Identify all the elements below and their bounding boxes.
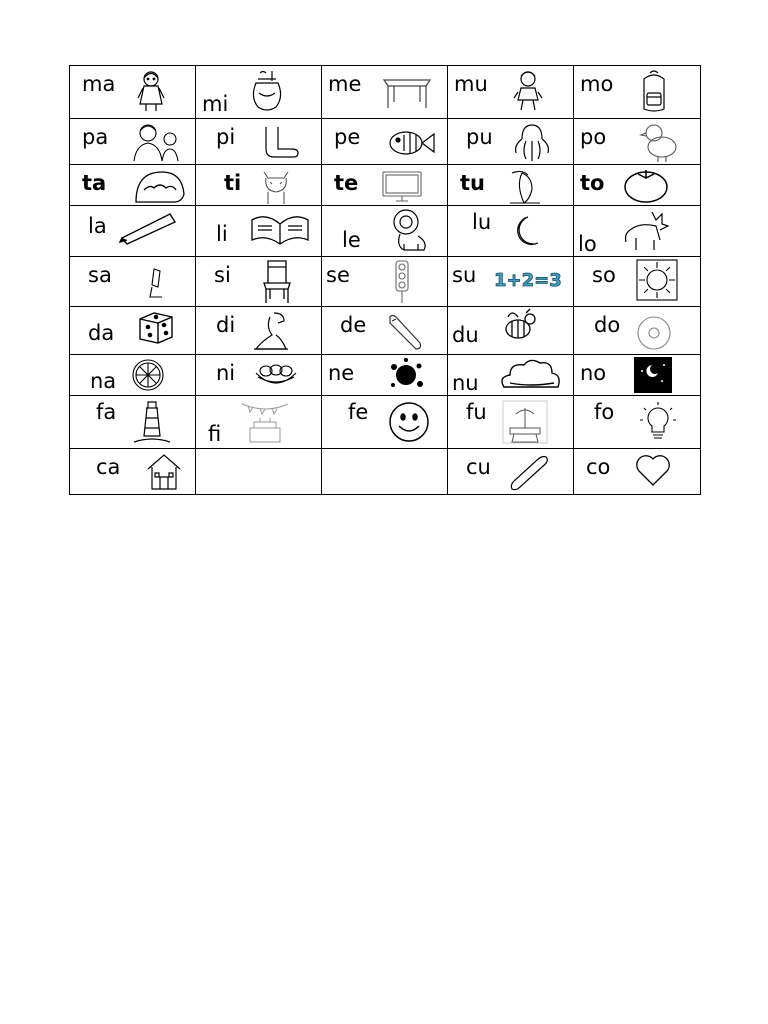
cell-ma: [70, 66, 196, 119]
syllable-label: co: [586, 455, 611, 479]
syllable-label: fa: [96, 400, 117, 424]
table-row: [70, 257, 701, 307]
cell-me: [322, 66, 448, 119]
syllable-label: mu: [454, 72, 488, 96]
cell-si: [196, 257, 322, 307]
cell-mu: [448, 66, 574, 119]
toucan-icon: [508, 167, 542, 205]
syllable-label: lo: [578, 232, 597, 256]
cell-ta: [70, 165, 196, 206]
syllable-label: di: [216, 313, 236, 337]
table-row: [70, 119, 701, 165]
syllable-label: pa: [82, 125, 109, 149]
cell-te: [322, 165, 448, 206]
smiley-face-icon: [388, 400, 430, 444]
syllable-label: nu: [452, 371, 479, 395]
orange-slice-icon: [130, 357, 166, 393]
honey-pot-icon: [248, 69, 286, 113]
syllable-label: ma: [82, 72, 116, 96]
syllable-label: tu: [460, 171, 485, 195]
lighthouse-icon: [132, 398, 172, 446]
sum-text: 1+2=3: [494, 270, 562, 291]
table-row: [70, 449, 701, 495]
syllable-label: fu: [466, 400, 487, 424]
syllable-label: ne: [328, 361, 355, 385]
dinosaur-icon: [250, 309, 292, 353]
heart-icon: [634, 453, 672, 487]
cell-empty: [322, 449, 448, 495]
syllable-label: sa: [88, 263, 112, 287]
cell-pi: [196, 119, 322, 165]
table-row: [70, 206, 701, 257]
pencil-icon: [118, 208, 178, 242]
syllable-label: mi: [202, 92, 229, 116]
syllable-label: cu: [466, 455, 491, 479]
table-row: [70, 355, 701, 396]
syllable-label: lu: [472, 210, 492, 234]
syllable-label: pu: [466, 125, 493, 149]
syllable-label: se: [326, 263, 350, 287]
syllable-label: no: [580, 361, 607, 385]
chair-icon: [260, 259, 294, 305]
cell-li: [196, 206, 322, 257]
cell-po: [574, 119, 701, 165]
cell-se: [322, 257, 448, 307]
cell-na: [70, 355, 196, 396]
cell-so: [574, 257, 701, 307]
tomato-icon: [622, 166, 670, 204]
syllable-label: su: [452, 263, 477, 287]
taco-icon: [132, 166, 186, 206]
cell-empty: [196, 449, 322, 495]
table-icon: [380, 72, 434, 110]
syllable-label: le: [342, 228, 361, 252]
syllable-label: ta: [82, 171, 107, 195]
table-row: [70, 165, 701, 206]
open-book-icon: [248, 210, 312, 244]
syllable-label: mo: [580, 72, 614, 96]
cell-ne: [322, 355, 448, 396]
syllable-label: fi: [208, 422, 222, 446]
cell-di: [196, 307, 322, 355]
finger-icon: [386, 311, 426, 351]
cell-lu: [448, 206, 574, 257]
cell-mi: [196, 66, 322, 119]
cell-de: [322, 307, 448, 355]
traffic-light-icon: [392, 259, 412, 305]
cell-mo: [574, 66, 701, 119]
cell-da: [70, 307, 196, 355]
rag-doll-icon: [512, 70, 544, 112]
bee-icon: [500, 307, 540, 347]
cell-la: [70, 206, 196, 257]
house-icon: [144, 451, 184, 493]
syllable-label: fo: [594, 400, 615, 424]
cell-le: [322, 206, 448, 257]
nest-icon: [252, 361, 300, 389]
octopus-icon: [512, 121, 552, 163]
cell-pu: [448, 119, 574, 165]
table-row: [70, 307, 701, 355]
night-sky-icon: [634, 357, 672, 393]
syllable-label: la: [88, 214, 107, 238]
backpack-icon: [638, 69, 670, 115]
table-row: [70, 396, 701, 449]
cell-pe: [322, 119, 448, 165]
tiger-icon: [258, 168, 294, 206]
chick-icon: [640, 121, 680, 163]
spoon-icon: [506, 453, 552, 493]
cell-su: [448, 257, 574, 307]
cell-do: [574, 307, 701, 355]
syllable-label: na: [90, 369, 117, 393]
syllable-label: do: [594, 313, 621, 337]
sun-icon: [636, 259, 678, 301]
syllable-label: ti: [224, 171, 242, 195]
dice-icon: [136, 309, 176, 345]
cell-tu: [448, 165, 574, 206]
cell-ca: [70, 449, 196, 495]
cell-no: [574, 355, 701, 396]
fountain-icon: [502, 400, 548, 444]
tv-icon: [380, 169, 424, 205]
syllable-label: to: [580, 171, 605, 195]
ink-splat-icon: [386, 357, 426, 393]
cell-fe: [322, 396, 448, 449]
syllable-label: pe: [334, 125, 361, 149]
father-child-icon: [132, 121, 182, 163]
foot-icon: [258, 123, 300, 163]
syllable-label: pi: [216, 125, 236, 149]
cell-fu: [448, 396, 574, 449]
syllable-label: te: [334, 171, 359, 195]
party-icon: [240, 398, 290, 446]
cell-sa: [70, 257, 196, 307]
syllable-label: si: [214, 263, 231, 287]
syllable-label: so: [592, 263, 616, 287]
syllable-label: de: [340, 313, 367, 337]
wolf-icon: [622, 208, 670, 252]
syllable-label: po: [580, 125, 607, 149]
cell-fo: [574, 396, 701, 449]
syllable-label: me: [328, 72, 362, 96]
syllable-label: du: [452, 323, 479, 347]
syllable-label: ca: [96, 455, 121, 479]
crescent-moon-icon: [510, 214, 542, 248]
cell-cu: [448, 449, 574, 495]
sum-icon: [492, 267, 562, 291]
cell-co: [574, 449, 701, 495]
salt-shaker-icon: [146, 265, 166, 301]
table-row: [70, 66, 701, 119]
syllable-table: [69, 65, 701, 495]
lion-icon: [388, 208, 432, 254]
donut-icon: [634, 313, 674, 351]
cell-fi: [196, 396, 322, 449]
fish-icon: [384, 123, 436, 163]
cell-to: [574, 165, 701, 206]
cell-pa: [70, 119, 196, 165]
cell-lo: [574, 206, 701, 257]
cell-nu: [448, 355, 574, 396]
girl-doll-icon: [136, 70, 166, 112]
cell-du: [448, 307, 574, 355]
light-bulb-icon: [638, 400, 678, 444]
cell-fa: [70, 396, 196, 449]
syllable-label: li: [216, 222, 228, 246]
cell-ti: [196, 165, 322, 206]
syllable-label: fe: [348, 400, 369, 424]
syllable-label: da: [88, 321, 115, 345]
syllable-label: ni: [216, 361, 236, 385]
cell-ni: [196, 355, 322, 396]
cloud-icon: [498, 357, 562, 393]
